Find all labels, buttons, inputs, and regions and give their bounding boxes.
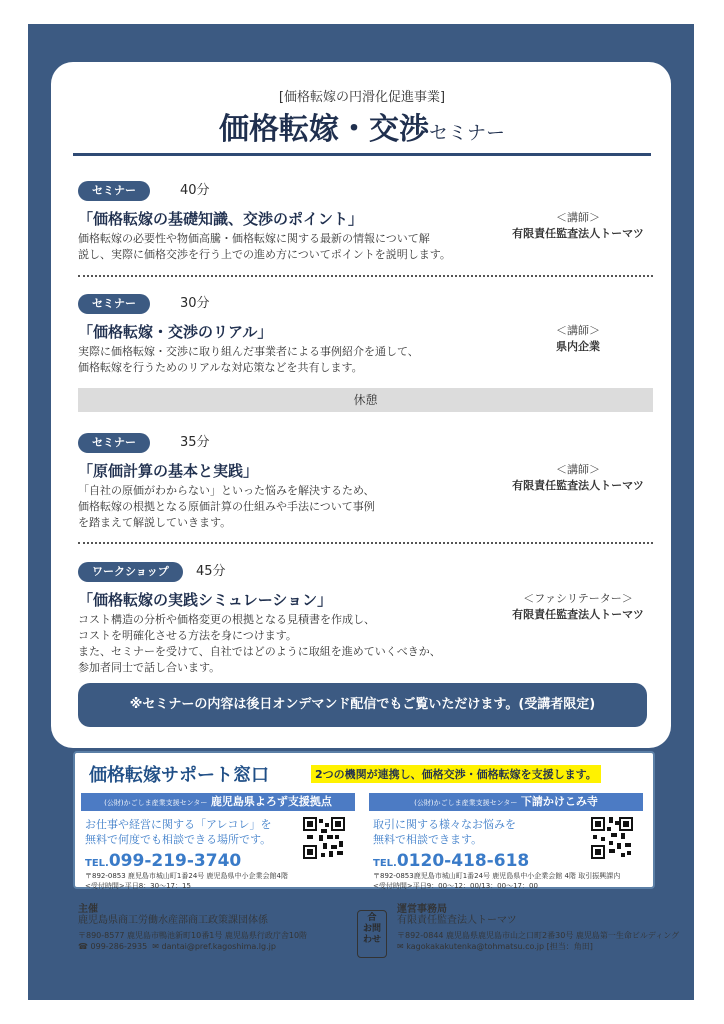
session-duration: 30分 — [180, 296, 210, 311]
org-small-label: (公財)かごしま産業支援センター — [414, 799, 518, 807]
kakekomi-body — [373, 817, 516, 847]
yorozu-column — [81, 793, 355, 889]
session-4 — [78, 562, 653, 674]
title-rule — [73, 153, 651, 156]
host-tel: 099-286-2935 — [90, 942, 148, 951]
mail-icon: ✉ — [397, 942, 407, 951]
tel-number: 099-219-3740 — [108, 851, 242, 871]
desc-line: コスト構造の分析や価格変更の根拠となる見積書を作成し、 — [78, 613, 375, 626]
session-title: 「価格転嫁・交渉のリアル」 — [78, 323, 273, 341]
speaker-org: 有限責任監査法人トーマツ — [512, 227, 644, 240]
kakekomi-tel — [373, 851, 529, 871]
badge-line: 合 — [367, 913, 377, 923]
tel-number: 0120-418-618 — [396, 851, 530, 871]
host-email[interactable]: dantai@pref.kagoshima.lg.jp — [161, 942, 276, 951]
office-contact — [397, 941, 679, 952]
org-name: 下請かけこみ寺 — [520, 795, 598, 808]
hours-line: <受付時間>平日9：00〜12：00/13：00〜17：00 — [373, 882, 538, 890]
session-duration: 35分 — [180, 435, 210, 450]
address-line: 〒892-0853 鹿児島市城山町1番24号 鹿児島県中小企業会館4階 — [85, 872, 288, 880]
support-tagline: 2つの機関が連携し、価格交渉・価格転嫁を支援します。 — [311, 765, 601, 783]
on-demand-notice: ※セミナーの内容は後日オンデマンド配信でもご覧いただけます。(受講者限定) — [78, 683, 647, 727]
session-duration: 40分 — [180, 183, 210, 198]
org-small-label: (公財)かごしま産業支援センター — [104, 799, 208, 807]
session-description — [78, 231, 478, 263]
body-line: 無料で相談できます。 — [373, 833, 483, 846]
office-name: 有限責任監査法人トーマツ — [397, 915, 517, 926]
speaker-role: ＜講師＞ — [556, 463, 600, 476]
yorozu-header — [81, 793, 355, 811]
qr-code-icon — [591, 817, 633, 859]
host-info — [78, 904, 307, 952]
break-bar: 休憩 — [78, 388, 653, 412]
office-label: 運営事務局 — [397, 904, 447, 915]
speaker-org: 有限責任監査法人トーマツ — [512, 479, 644, 492]
body-line: 取引に関する様々なお悩みを — [373, 818, 516, 831]
tel-label: TEL. — [373, 858, 397, 869]
tel-label: TEL. — [85, 858, 109, 869]
yorozu-body — [85, 817, 272, 847]
session-tag: セミナー — [78, 181, 150, 201]
session-description — [78, 612, 498, 676]
session-duration: 45分 — [196, 564, 226, 579]
program-subtitle: [価格転嫁の円滑化促進事業] — [278, 90, 446, 105]
mail-icon: ✉ — [152, 942, 162, 951]
host-contact — [78, 941, 307, 952]
desc-line: 価格転嫁の根拠となる原価計算の仕組みや手法について事例 — [78, 500, 375, 513]
support-title: 価格転嫁サポート窓口 — [89, 765, 269, 786]
desc-line: 説し、実際に価格交渉を行う上での進め方についてポイントを説明します。 — [78, 248, 451, 261]
session-title: 「原価計算の基本と実践」 — [78, 462, 259, 480]
session-2 — [78, 294, 653, 384]
desc-line: 価格転嫁を行うためのリアルな対応策などを共有します。 — [78, 361, 363, 374]
yorozu-address — [85, 871, 355, 891]
session-tag: セミナー — [78, 294, 150, 314]
kakekomi-address — [373, 871, 643, 891]
title-suffix: セミナー — [428, 122, 505, 144]
session-title: 「価格転嫁の実践シミュレーション」 — [78, 591, 333, 609]
badge-line: お問 — [362, 924, 381, 934]
office-info — [397, 904, 679, 952]
kakekomi-column — [369, 793, 643, 889]
qr-code-icon — [303, 817, 345, 859]
speaker-org: 有限責任監査法人トーマツ — [512, 608, 644, 621]
divider — [78, 275, 653, 277]
session-3 — [78, 433, 653, 533]
hours-line: <受付時間>平日8：30〜17：15 — [85, 882, 191, 890]
yorozu-tel — [85, 851, 241, 871]
session-title: 「価格転嫁の基礎知識、交渉のポイント」 — [78, 210, 364, 228]
page-title — [0, 104, 724, 148]
speaker-role: ＜ファシリテーター＞ — [523, 592, 633, 605]
divider — [78, 542, 653, 544]
speaker-org: 県内企業 — [556, 340, 600, 353]
desc-line: を踏まえて解説していきます。 — [78, 516, 232, 529]
session-tag: セミナー — [78, 433, 150, 453]
session-description — [78, 483, 478, 531]
body-line: お仕事や経営に関する「アレコレ」を — [85, 818, 272, 831]
body-line: 無料で何度でも相談できる場所です。 — [85, 833, 272, 846]
address-line: 〒892-0853鹿児島市城山町1番24号 鹿児島県中小企業会館 4階 取引振興課内 — [373, 872, 621, 880]
desc-line: 参加者同士で話し合います。 — [78, 661, 221, 674]
speaker-role: ＜講師＞ — [556, 324, 600, 337]
org-name: 鹿児島県よろず支援拠点 — [210, 795, 332, 808]
support-box — [73, 751, 655, 889]
desc-line: 価格転嫁の必要性や物価高騰・価格転嫁に関する最新の情報について解 — [78, 232, 430, 245]
inquiry-badge — [357, 910, 387, 958]
speaker-role: ＜講師＞ — [556, 211, 600, 224]
session-tag: ワークショップ — [78, 562, 183, 582]
host-label: 主催 — [78, 904, 98, 915]
phone-icon: ☎ — [78, 942, 91, 951]
desc-line: また、セミナーを受けて、自社ではどのように取組を進めていくべきか、 — [78, 645, 441, 658]
desc-line: 「自社の原価がわからない」といった悩みを解決するため、 — [78, 484, 375, 497]
desc-line: コストを明確化させる方法を身につけます。 — [78, 629, 297, 642]
host-name: 鹿児島県商工労働水産部商工政策課団体係 — [78, 915, 268, 926]
badge-line: わせ — [362, 935, 381, 945]
office-email[interactable]: kagokakakutenka@tohmatsu.co.jp — [406, 942, 545, 951]
session-description — [78, 344, 478, 376]
office-address: 〒892-0844 鹿児島県鹿児島市山之口町2番30号 鹿児島第一生命ビルディング — [397, 931, 680, 940]
session-1 — [78, 181, 653, 271]
title-main: 価格転嫁・交渉 — [218, 112, 429, 147]
kakekomi-header — [369, 793, 643, 811]
desc-line: 実際に価格転嫁・交渉に取り組んだ事業者による事例紹介を通して、 — [78, 345, 419, 358]
host-address: 〒890-8577 鹿児島市鴨池新町10番1号 鹿児島県行政庁舎10階 — [78, 931, 308, 940]
office-person: [担当：角田] — [546, 942, 593, 951]
